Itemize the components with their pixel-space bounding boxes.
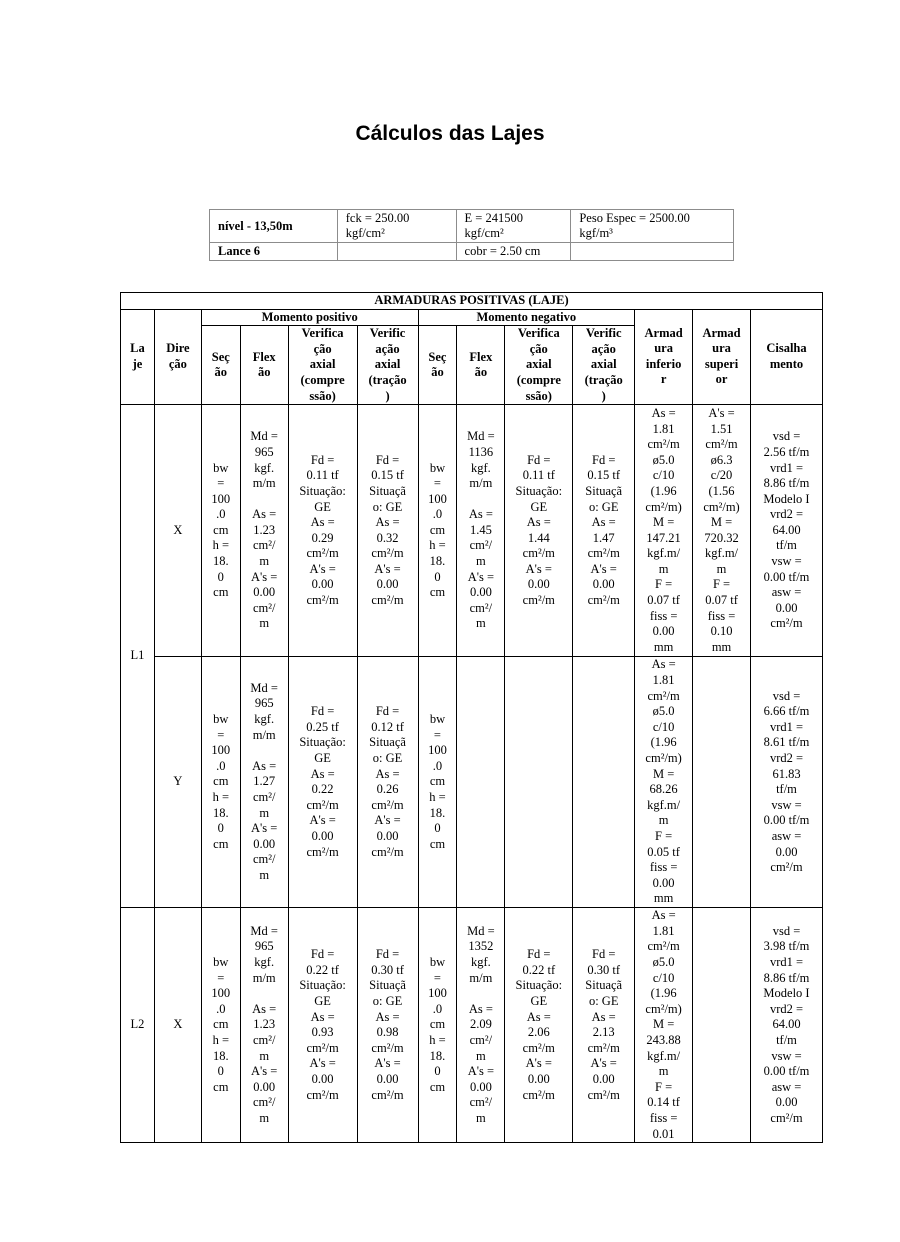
- flexao-cell: Md = 965 kgf. m/m As = 1.23 cm²/ m A's = 0.00 cm²/ m: [240, 405, 288, 657]
- elastic-modulus-value: E = 241500 kgf/cm²: [456, 210, 571, 243]
- header-secao-neg: Seç ão: [418, 326, 457, 405]
- tracao-cell: Fd = 0.12 tf Situaçã o: GE As = 0.26 cm²/m A's = 0.00 cm²/m: [357, 657, 418, 908]
- header-verificacao-compressao: Verifica ção axial (compre ssão): [288, 326, 357, 405]
- header-verificacao-tracao-neg: Verific ação axial (tração ): [573, 326, 635, 405]
- secao-neg-cell: bw = 100 .0 cm h = 18. 0 cm: [418, 405, 457, 657]
- armadura-inferior-cell: As = 1.81 cm²/m ø5.0 c/10 (1.96 cm²/m) M = 68.26 kgf.m/ m F = 0.05 tf fiss = 0.00 mm: [635, 657, 693, 908]
- direcao-cell: X: [154, 405, 201, 657]
- flexao-neg-cell: [457, 657, 505, 908]
- flexao-cell: Md = 965 kgf. m/m As = 1.27 cm²/ m A's = 0.00 cm²/ m: [240, 657, 288, 908]
- secao-neg-cell: bw = 100 .0 cm h = 18. 0 cm: [418, 657, 457, 908]
- table-row: [121, 405, 823, 657]
- compressao-neg-cell: Fd = 0.11 tf Situação: GE As = 1.44 cm²/m A's = 0.00 cm²/m: [505, 405, 573, 657]
- header-secao: Seç ão: [201, 326, 240, 405]
- compressao-neg-cell: [505, 657, 573, 908]
- direcao-cell: X: [154, 908, 201, 1143]
- header-laje: La je: [121, 309, 155, 405]
- page-title: Cálculos das Lajes: [355, 122, 545, 145]
- header-armadura-inferior: Armad ura inferio r: [635, 309, 693, 405]
- direcao-cell: Y: [154, 657, 201, 908]
- header-momento-positivo: Momento positivo: [201, 309, 418, 326]
- compressao-cell: Fd = 0.22 tf Situação: GE As = 0.93 cm²/m A's = 0.00 cm²/m: [288, 908, 357, 1143]
- laje-cell: L1: [121, 405, 155, 908]
- parameters-table: [209, 209, 734, 261]
- empty-cell: [337, 243, 456, 261]
- header-cisalhamento: Cisalha mento: [751, 309, 823, 405]
- table-row: [121, 657, 823, 908]
- flexao-neg-cell: Md = 1352 kgf. m/m As = 2.09 cm²/ m A's = 0.00 cm²/ m: [457, 908, 505, 1143]
- level-label: nível - 13,50m: [210, 210, 338, 243]
- tracao-neg-cell: [573, 657, 635, 908]
- header-armadura-superior: Armad ura superi or: [693, 309, 751, 405]
- secao-cell: bw = 100 .0 cm h = 18. 0 cm: [201, 657, 240, 908]
- lance-label: Lance 6: [210, 243, 338, 261]
- tracao-neg-cell: Fd = 0.30 tf Situaçã o: GE As = 2.13 cm²/m A's = 0.00 cm²/m: [573, 908, 635, 1143]
- tracao-cell: Fd = 0.30 tf Situaçã o: GE As = 0.98 cm²/m A's = 0.00 cm²/m: [357, 908, 418, 1143]
- header-verificacao-compressao-neg: Verifica ção axial (compre ssão): [505, 326, 573, 405]
- secao-cell: bw = 100 .0 cm h = 18. 0 cm: [201, 405, 240, 657]
- cisalhamento-cell: vsd = 6.66 tf/m vrd1 = 8.61 tf/m vrd2 = 61.83 tf/m vsw = 0.00 tf/m asw = 0.00 cm²/m: [751, 657, 823, 908]
- table-row: [121, 908, 823, 1143]
- header-direcao: Dire ção: [154, 309, 201, 405]
- secao-cell: bw = 100 .0 cm h = 18. 0 cm: [201, 908, 240, 1143]
- cover-value: cobr = 2.50 cm: [456, 243, 571, 261]
- positive-reinforcement-table: [120, 292, 823, 1143]
- laje-cell: L2: [121, 908, 155, 1143]
- empty-cell: [571, 243, 734, 261]
- header-flexao: Flex ão: [240, 326, 288, 405]
- armadura-inferior-cell: As = 1.81 cm²/m ø5.0 c/10 (1.96 cm²/m) M = 147.21 kgf.m/ m F = 0.07 tf fiss = 0.00 mm: [635, 405, 693, 657]
- compressao-cell: Fd = 0.25 tf Situação: GE As = 0.22 cm²/m A's = 0.00 cm²/m: [288, 657, 357, 908]
- fck-value: fck = 250.00 kgf/cm²: [337, 210, 456, 243]
- armadura-superior-cell: [693, 908, 751, 1143]
- compressao-cell: Fd = 0.11 tf Situação: GE As = 0.29 cm²/m A's = 0.00 cm²/m: [288, 405, 357, 657]
- flexao-neg-cell: Md = 1136 kgf. m/m As = 1.45 cm²/ m A's = 0.00 cm²/ m: [457, 405, 505, 657]
- armadura-superior-cell: [693, 657, 751, 908]
- flexao-cell: Md = 965 kgf. m/m As = 1.23 cm²/ m A's = 0.00 cm²/ m: [240, 908, 288, 1143]
- header-verificacao-tracao: Verific ação axial (tração ): [357, 326, 418, 405]
- cisalhamento-cell: vsd = 2.56 tf/m vrd1 = 8.86 tf/m Modelo I vrd2 = 64.00 tf/m vsw = 0.00 tf/m asw = 0.00 cm²/m: [751, 405, 823, 657]
- cisalhamento-cell: vsd = 3.98 tf/m vrd1 = 8.86 tf/m Modelo I vrd2 = 64.00 tf/m vsw = 0.00 tf/m asw = 0.00 cm²/m: [751, 908, 823, 1143]
- secao-neg-cell: bw = 100 .0 cm h = 18. 0 cm: [418, 908, 457, 1143]
- compressao-neg-cell: Fd = 0.22 tf Situação: GE As = 2.06 cm²/m A's = 0.00 cm²/m: [505, 908, 573, 1143]
- table-title: ARMADURAS POSITIVAS (LAJE): [121, 293, 823, 310]
- armadura-inferior-cell: As = 1.81 cm²/m ø5.0 c/10 (1.96 cm²/m) M = 243.88 kgf.m/ m F = 0.14 tf fiss = 0.01: [635, 908, 693, 1143]
- header-flexao-neg: Flex ão: [457, 326, 505, 405]
- armadura-superior-cell: A's = 1.51 cm²/m ø6.3 c/20 (1.56 cm²/m) M = 720.32 kgf.m/ m F = 0.07 tf fiss = 0.10 mm: [693, 405, 751, 657]
- tracao-cell: Fd = 0.15 tf Situaçã o: GE As = 0.32 cm²/m A's = 0.00 cm²/m: [357, 405, 418, 657]
- header-momento-negativo: Momento negativo: [418, 309, 635, 326]
- specific-weight-value: Peso Espec = 2500.00 kgf/m³: [571, 210, 734, 243]
- tracao-neg-cell: Fd = 0.15 tf Situaçã o: GE As = 1.47 cm²/m A's = 0.00 cm²/m: [573, 405, 635, 657]
